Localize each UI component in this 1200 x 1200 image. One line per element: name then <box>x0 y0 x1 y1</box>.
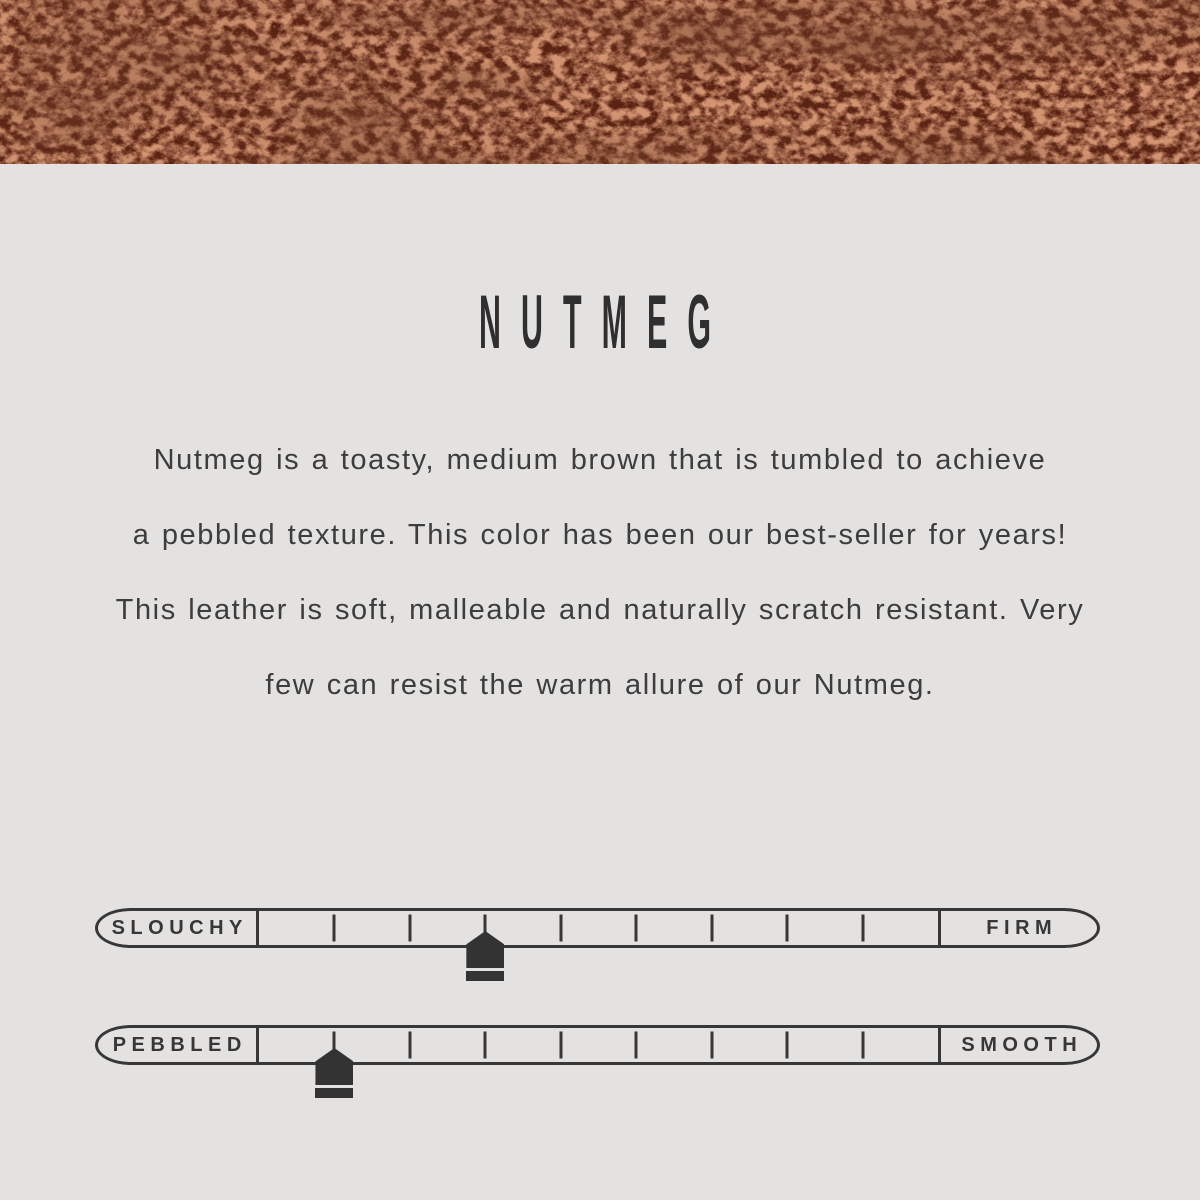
marker-base-bar <box>315 1088 353 1098</box>
marker-pointer-icon <box>315 1048 353 1085</box>
tick-mark <box>484 1032 487 1059</box>
tick-mark <box>408 915 411 942</box>
firmness-scale-track <box>259 911 938 945</box>
page-title: NUTMEG <box>478 280 732 365</box>
firmness-scale <box>95 908 1100 948</box>
marker-base-bar <box>466 971 504 981</box>
slouchy-label: SLOUCHY <box>98 911 259 945</box>
tick-mark <box>710 915 713 942</box>
description-line: This leather is soft, malleable and naturally scratch resistant. Very <box>115 594 1085 626</box>
tick-mark <box>635 1032 638 1059</box>
tick-mark <box>710 1032 713 1059</box>
texture-scale-track <box>259 1028 938 1062</box>
texture-scale <box>95 1025 1100 1065</box>
pebbled-label: PEBBLED <box>98 1028 259 1062</box>
tick-mark <box>786 915 789 942</box>
description-line: Nutmeg is a toasty, medium brown that is tumbled to achieve <box>153 444 1047 476</box>
leather-texture-image <box>0 0 1200 164</box>
tick-mark <box>635 915 638 942</box>
slider-marker <box>466 931 504 981</box>
smooth-label: SMOOTH <box>938 1028 1097 1062</box>
tick-mark <box>559 915 562 942</box>
tick-mark <box>559 1032 562 1059</box>
tick-mark <box>861 915 864 942</box>
slider-marker <box>315 1048 353 1098</box>
tick-mark <box>408 1032 411 1059</box>
description <box>100 423 1100 723</box>
firm-label: FIRM <box>938 911 1097 945</box>
description-line: a pebbled texture. This color has been our best-seller for years! <box>132 519 1068 551</box>
leather-texture-svg <box>0 0 1200 164</box>
tick-mark <box>333 915 336 942</box>
marker-pointer-icon <box>466 931 504 968</box>
tick-mark <box>861 1032 864 1059</box>
description-line: few can resist the warm allure of our Nutmeg. <box>265 669 935 701</box>
tick-mark <box>786 1032 789 1059</box>
